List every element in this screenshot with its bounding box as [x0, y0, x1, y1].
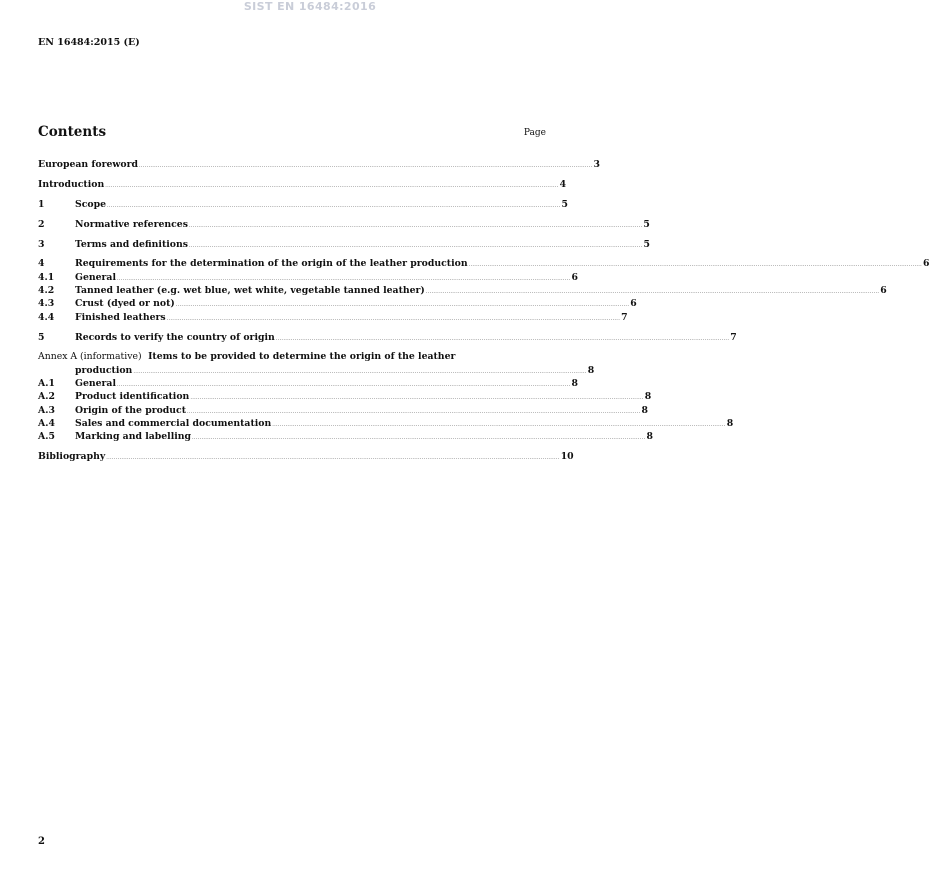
toc-entry-4-1-general[interactable]	[38, 271, 578, 284]
toc-leader-dots: ................................................................................................................................................................................................................................................	[139, 163, 593, 169]
toc-entry-4-2-tanned-leather[interactable]	[38, 284, 887, 297]
toc-entry-title: Terms and definitions	[75, 238, 188, 250]
toc-entry-number: A.2	[38, 391, 55, 403]
toc-leader-dots: ................................................................................................................................................................................................................................................	[107, 202, 561, 209]
toc-entry-4-4-finished-leathers[interactable]	[38, 311, 628, 324]
table-of-contents	[38, 158, 930, 463]
toc-leader-dots: ................................................................................................................................................................................................................................................	[187, 408, 641, 415]
toc-entry-annex-a-continuation[interactable]	[38, 364, 595, 377]
toc-entry-page: 5	[643, 238, 650, 250]
page-column-label: Page	[523, 128, 546, 138]
toc-entry-number: A.4	[38, 417, 55, 429]
toc-entry-page: 6	[923, 258, 930, 270]
toc-entry-introduction[interactable]	[38, 178, 567, 191]
toc-entry-page: 7	[621, 311, 628, 323]
toc-entry-title: Marking and labelling	[75, 431, 192, 443]
toc-entry-title: Bibliography	[38, 451, 106, 463]
toc-entry-page: 6	[571, 271, 578, 283]
toc-entry-scope[interactable]	[38, 198, 568, 211]
toc-leader-dots: ................................................................................................................................................................................................................................................	[105, 182, 559, 189]
toc-entry-normative-references[interactable]	[38, 218, 650, 231]
toc-entry-number: 3	[38, 238, 45, 250]
toc-entry-page: 8	[644, 391, 652, 403]
toc-entry-title: General	[75, 271, 116, 283]
toc-leader-dots: ................................................................................................................................................................................................................................................	[190, 395, 644, 402]
toc-leader-dots: ................................................................................................................................................................................................................................................	[192, 435, 646, 442]
toc-entry-page: 4	[559, 178, 567, 190]
annex-label: Annex A (informative)	[38, 351, 142, 363]
toc-entry-a-3-origin-of-the-product[interactable]	[38, 404, 648, 417]
annex-title-continuation: production	[75, 364, 133, 376]
annex-title: Items to be provided to determine the origin of the leather	[148, 351, 456, 363]
toc-entry-number: 4.1	[38, 271, 55, 283]
toc-entry-4-3-crust[interactable]	[38, 297, 637, 310]
toc-entry-number: 4.3	[38, 298, 55, 310]
toc-entry-page: 8	[646, 431, 653, 443]
toc-entry-number: A.1	[38, 378, 55, 390]
toc-entry-records[interactable]	[38, 331, 737, 344]
toc-leader-dots: ................................................................................................................................................................................................................................................	[425, 289, 880, 296]
toc-entry-page: 8	[726, 417, 734, 429]
toc-entry-number: A.5	[38, 431, 55, 443]
toc-leader-dots: ................................................................................................................................................................................................................................................	[116, 382, 571, 389]
toc-entry-title: General	[75, 378, 116, 390]
toc-entry-page: 5	[643, 218, 650, 230]
toc-entry-title: Origin of the product	[75, 404, 187, 416]
contents-title: Contents	[38, 124, 107, 140]
toc-entry-a-2-product-identification[interactable]	[38, 390, 652, 403]
toc-entry-title: Sales and commercial documentation	[75, 417, 272, 429]
toc-entry-a-1-general[interactable]	[38, 377, 578, 390]
watermark: SIST EN 16484:2016	[243, 0, 377, 13]
toc-entry-title: Finished leathers	[75, 311, 166, 323]
toc-entry-title: Requirements for the determination of the origin of the leather production	[75, 258, 468, 270]
toc-entry-number: 4	[38, 258, 45, 270]
toc-leader-dots: ................................................................................................................................................................................................................................................	[175, 302, 630, 309]
toc-entry-page: 7	[730, 331, 737, 343]
page-number: 2	[38, 836, 45, 847]
toc-entry-page: 3	[593, 159, 600, 170]
toc-leader-dots: ................................................................................................................................................................................................................................................	[106, 455, 560, 462]
toc-leader-dots: ................................................................................................................................................................................................................................................	[188, 242, 643, 249]
toc-entry-number: 2	[38, 218, 45, 230]
toc-entry-terms-and-definitions[interactable]	[38, 238, 650, 251]
toc-entry-number: 5	[38, 331, 45, 343]
toc-entry-title: European foreword	[38, 159, 138, 170]
toc-entry-page: 10	[560, 451, 574, 463]
toc-entry-page: 8	[641, 404, 648, 416]
toc-entry-a-4-sales-documentation[interactable]	[38, 417, 734, 430]
document-id: EN 16484:2015 (E)	[38, 37, 140, 48]
toc-entry-title: Product identification	[75, 391, 190, 403]
toc-entry-number: 1	[38, 198, 45, 210]
toc-entry-number: 4.4	[38, 311, 55, 323]
toc-entry-number: 4.2	[38, 285, 55, 297]
toc-entry-page: 8	[587, 364, 595, 376]
toc-entry-page: 5	[561, 198, 568, 210]
toc-entry-page: 6	[880, 285, 887, 297]
toc-entry-requirements[interactable]	[38, 257, 930, 270]
toc-entry-european-foreword[interactable]	[38, 158, 600, 171]
toc-leader-dots: ................................................................................................................................................................................................................................................	[272, 421, 726, 428]
toc-entry-annex-a[interactable]	[38, 350, 546, 363]
toc-leader-dots: ................................................................................................................................................................................................................................................	[188, 222, 643, 229]
toc-entry-title: Records to verify the country of origin	[75, 331, 275, 343]
toc-entry-title: Scope	[75, 198, 106, 210]
toc-entry-title: Introduction	[38, 178, 105, 190]
toc-leader-dots: ................................................................................................................................................................................................................................................	[116, 275, 571, 282]
toc-entry-title: Tanned leather (e.g. wet blue, wet white, vegetable tanned leather)	[75, 285, 425, 297]
toc-entry-number: A.3	[38, 404, 55, 416]
toc-leader-dots: ................................................................................................................................................................................................................................................	[275, 335, 730, 342]
toc-entry-title: Normative references	[75, 218, 188, 230]
toc-entry-a-5-marking-and-labelling[interactable]	[38, 430, 653, 443]
toc-leader-dots: ................................................................................................................................................................................................................................................	[133, 368, 587, 375]
toc-entry-bibliography[interactable]	[38, 450, 574, 463]
toc-entry-page: 6	[630, 298, 637, 310]
toc-leader-dots: ................................................................................................................................................................................................................................................	[166, 315, 621, 322]
toc-leader-dots: ................................................................................................................................................................................................................................................	[468, 262, 923, 269]
toc-entry-page: 8	[571, 378, 578, 390]
toc-entry-title: Crust (dyed or not)	[75, 298, 175, 310]
